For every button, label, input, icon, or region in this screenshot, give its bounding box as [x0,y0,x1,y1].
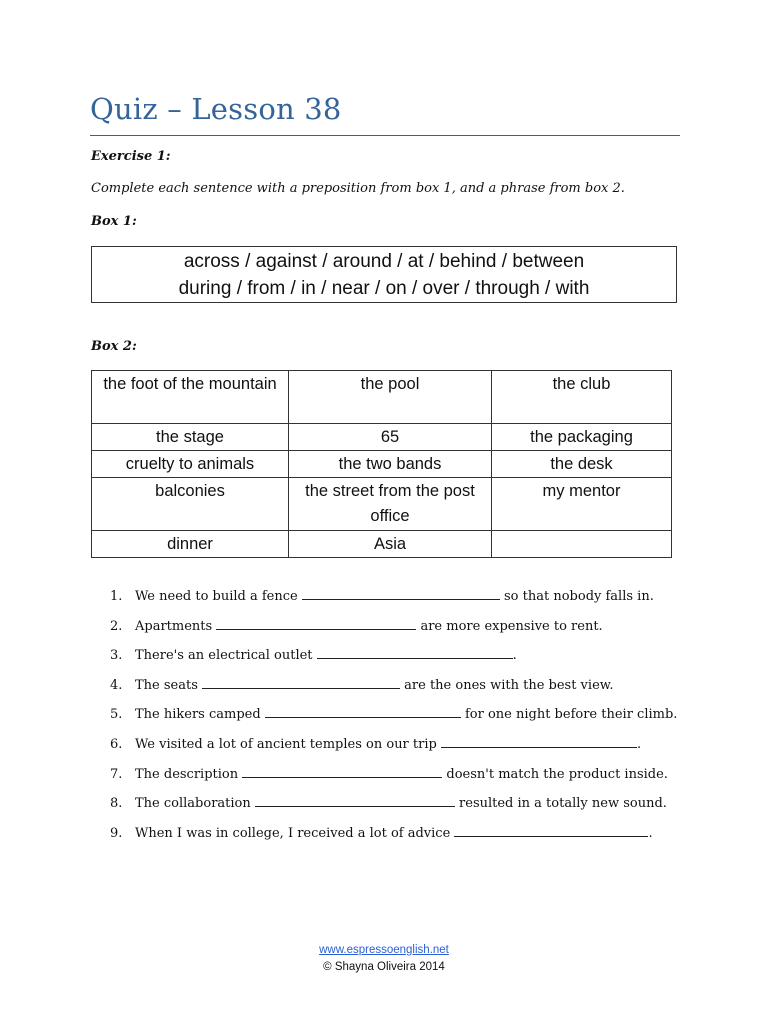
question-number: 7. [110,766,123,782]
question-text-before: The description [135,766,239,782]
table-cell: dinner [92,531,289,558]
question-number: 6. [110,736,123,752]
table-cell: 65 [289,424,492,451]
table-cell: cruelty to animals [92,451,289,478]
table-cell: my mentor [492,478,672,531]
table-row [92,424,672,451]
question-item [110,671,690,701]
question-item [110,641,690,671]
question-item [110,760,690,790]
table-cell: the stage [92,424,289,451]
question-text-before: We need to build a fence [135,589,298,604]
box2-phrases-table [91,370,672,558]
question-text-after: for one night before their climb. [464,707,678,723]
table-cell: the desk [492,451,672,478]
question-text-before: Apartments [135,618,213,634]
question-number: 4. [110,677,123,693]
question-text-after: resulted in a totally new sound. [459,796,667,812]
question-text-before: The collaboration [135,796,251,812]
table-cell: the two bands [289,451,492,478]
title-divider [90,135,680,136]
question-item [110,612,690,642]
question-item [110,582,690,612]
table-row [92,531,672,558]
question-text-after: . [636,736,642,752]
question-number: 2. [110,618,123,634]
question-text-after: are more expensive to rent. [420,618,603,634]
table-row [92,478,672,531]
question-number: 5. [110,707,123,723]
exercise-heading: Exercise 1: [91,149,171,164]
table-cell [492,531,672,558]
page-title: Quiz – Lesson 38 [90,92,342,126]
answer-blank[interactable] [255,794,455,807]
table-cell: the packaging [492,424,672,451]
box1-line-1: across / against / around / at / behind / between [183,250,585,272]
question-item [110,730,690,760]
answer-blank[interactable] [265,705,461,718]
table-cell: the pool [289,371,492,424]
question-number: 1. [110,589,123,604]
question-text-after: doesn't match the product inside. [446,766,668,782]
question-text-after: so that nobody falls in. [504,589,654,604]
question-item [110,819,690,849]
copyright-text: © Shayna Oliveira 2014 [323,961,445,973]
answer-blank[interactable] [441,735,637,748]
answer-blank[interactable] [202,676,400,689]
answer-blank[interactable] [302,587,500,600]
answer-blank[interactable] [216,617,416,630]
box2-label: Box 2: [91,339,137,354]
table-row [92,371,672,424]
answer-blank[interactable] [242,765,442,778]
question-number: 9. [110,825,123,841]
table-cell: balconies [92,478,289,531]
question-text-before: When I was in college, I received a lot of advice [135,825,451,841]
question-item [110,700,690,730]
exercise-instructions: Complete each sentence with a preposition from box 1, and a phrase from box 2. [91,181,625,196]
box1-label: Box 1: [91,214,137,229]
question-text-before: The hikers camped [135,707,261,723]
question-list [110,582,690,848]
box1-line-2: during / from / in / near / on / over / through / with [178,277,590,299]
table-cell: the street from the post office [289,478,492,531]
question-number: 8. [110,796,123,812]
question-text-after: . [512,648,517,664]
box1-prepositions [91,246,677,303]
table-cell: the foot of the mountain [92,371,289,424]
table-cell: the club [492,371,672,424]
question-text-after: . [648,825,653,841]
answer-blank[interactable] [317,646,513,659]
table-cell: Asia [289,531,492,558]
question-text-before: The seats [135,677,198,693]
question-text-after: are the ones with the best view. [404,677,614,693]
question-number: 3. [110,648,123,664]
website-link[interactable]: www.espressoenglish.net [319,944,449,956]
question-item [110,789,690,819]
question-text-before: We visited a lot of ancient temples on our trip [135,736,437,752]
answer-blank[interactable] [454,824,648,837]
question-text-before: There's an electrical outlet [135,648,313,664]
table-row [92,451,672,478]
